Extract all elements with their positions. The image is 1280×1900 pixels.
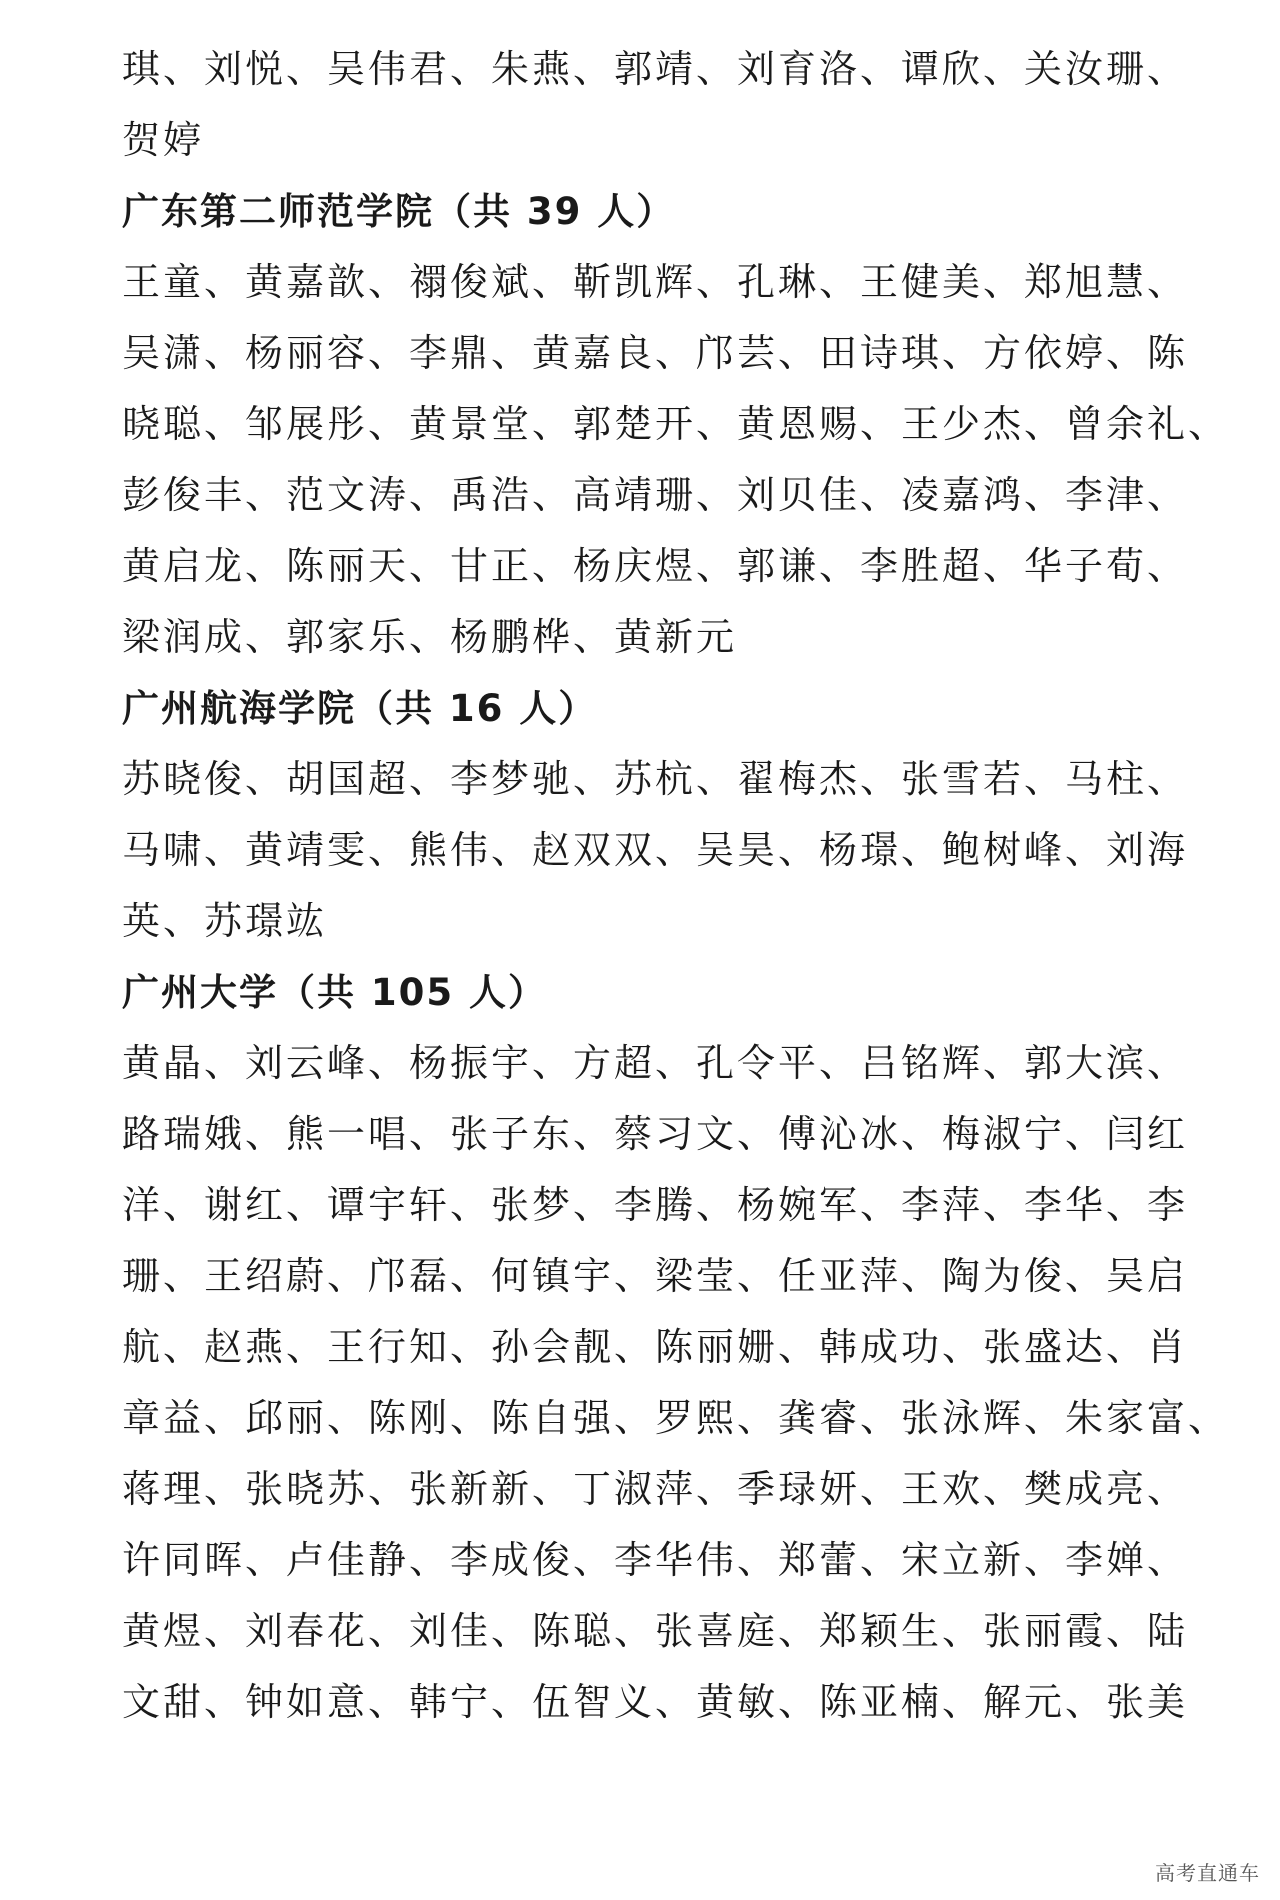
text-line: 航、赵燕、王行知、孙会靓、陈丽姗、韩成功、张盛达、肖 — [122, 1325, 1189, 1369]
text-line: 珊、王绍蔚、邝磊、何镇宇、梁莹、任亚萍、陶为俊、吴启 — [122, 1254, 1189, 1298]
text-line: 彭俊丰、范文涛、禹浩、高靖珊、刘贝佳、凌嘉鸿、李津、 — [122, 473, 1189, 517]
text-line: 英、苏璟竑 — [122, 899, 328, 943]
text-line: 黄晶、刘云峰、杨振宇、方超、孔令平、吕铭辉、郭大滨、 — [122, 1041, 1189, 1085]
name-list — [122, 1028, 1230, 1738]
section-guangzhou-university — [122, 957, 1230, 1738]
section-guangzhou-maritime — [122, 673, 1189, 957]
text-line: 王童、黄嘉歆、禤俊斌、靳凯辉、孔琳、王健美、郑旭慧、 — [122, 260, 1189, 304]
name-list — [122, 247, 1230, 673]
text-line: 琪、刘悦、吴伟君、朱燕、郭靖、刘育洛、谭欣、关汝珊、 — [122, 47, 1189, 91]
text-line: 黄煜、刘春花、刘佳、陈聪、张喜庭、郑颖生、张丽霞、陆 — [122, 1609, 1189, 1653]
text-line: 苏晓俊、胡国超、李梦驰、苏杭、翟梅杰、张雪若、马柱、 — [122, 757, 1189, 801]
section-heading: 广州大学（共 105 人） — [122, 971, 547, 1014]
text-line: 吴潇、杨丽容、李鼎、黄嘉良、邝芸、田诗琪、方依婷、陈 — [122, 331, 1189, 375]
text-line: 文甜、钟如意、韩宁、伍智义、黄敏、陈亚楠、解元、张美 — [122, 1680, 1189, 1724]
intro-paragraph — [122, 34, 1189, 176]
text-line: 晓聪、邹展彤、黄景堂、郭楚开、黄恩赐、王少杰、曾余礼、 — [122, 402, 1230, 446]
name-list — [122, 744, 1189, 957]
text-line: 蒋理、张晓苏、张新新、丁淑萍、季琭妍、王欢、樊成亮、 — [122, 1467, 1189, 1511]
text-line: 许同晖、卢佳静、李成俊、李华伟、郑蕾、宋立新、李婵、 — [122, 1538, 1189, 1582]
text-line: 马啸、黄靖雯、熊伟、赵双双、吴昊、杨璟、鲍树峰、刘海 — [122, 828, 1189, 872]
text-line: 章益、邱丽、陈刚、陈自强、罗熙、龚睿、张泳辉、朱家富、 — [122, 1396, 1230, 1440]
section-heading: 广州航海学院（共 16 人） — [122, 687, 598, 730]
document-page — [122, 34, 1230, 1738]
section-guangdong-second-normal — [122, 176, 1230, 673]
text-line: 梁润成、郭家乐、杨鹏桦、黄新元 — [122, 615, 738, 659]
text-line: 洋、谢红、谭宇轩、张梦、李腾、杨婉军、李萍、李华、李 — [122, 1183, 1189, 1227]
section-heading: 广东第二师范学院（共 39 人） — [122, 190, 676, 233]
text-line: 黄启龙、陈丽天、甘正、杨庆煜、郭谦、李胜超、华子荀、 — [122, 544, 1189, 588]
text-line: 贺婷 — [122, 118, 205, 162]
text-line: 路瑞娥、熊一唱、张子东、蔡习文、傅沁冰、梅淑宁、闫红 — [122, 1112, 1189, 1156]
watermark: 高考直通车 — [1155, 1861, 1260, 1885]
